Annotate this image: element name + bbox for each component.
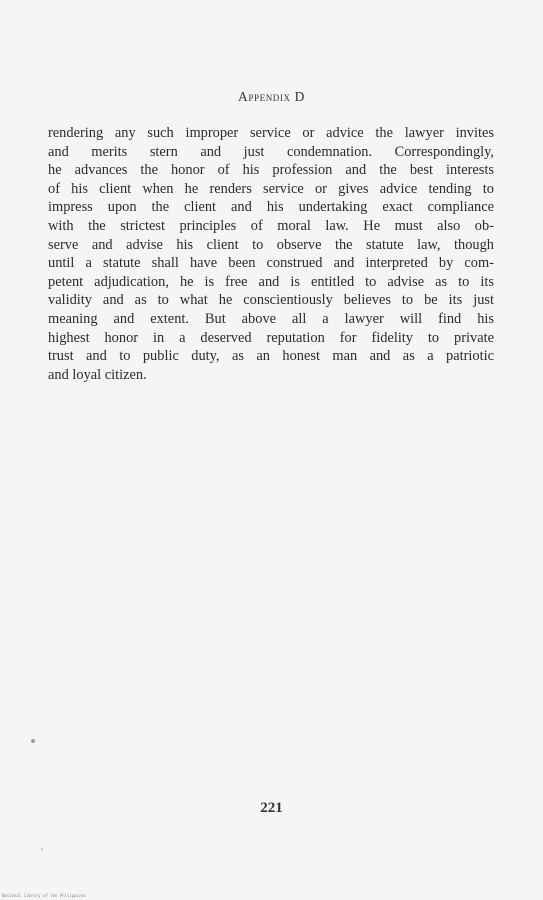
- body-paragraph: [48, 124, 494, 384]
- text-line: trust and to public duty, as an honest man and as a patriotic: [48, 348, 494, 365]
- text-line: highest honor in a deserved reputation for fidelity to private: [48, 329, 494, 346]
- text-line: rendering any such improper service or advice the lawyer invites: [48, 125, 494, 141]
- running-header: Appendix D: [238, 89, 305, 104]
- text-line: meaning and extent. But above all a lawyer will find his: [48, 310, 494, 327]
- text-line: petent adjudication, he is free and is entitled to advise as to its: [48, 273, 494, 290]
- scan-credit: National Library of the Philippines: [2, 893, 87, 898]
- page-number: 221: [260, 800, 283, 816]
- text-line: he advances the honor of his profession and the best interests: [48, 162, 494, 179]
- text-line: impress upon the client and his undertaking exact compliance: [48, 199, 494, 216]
- paper-speck: [41, 848, 43, 850]
- text-line: serve and advise his client to observe the statute law, though: [48, 236, 494, 253]
- text-line: validity and as to what he conscientiously believes to be its just: [48, 292, 494, 309]
- text-line: and merits stern and just condemnation. Correspondingly,: [48, 143, 494, 160]
- text-line: with the strictest principles of moral law. He must also ob-: [48, 217, 494, 234]
- text-line: of his client when he renders service or gives advice tending to: [48, 180, 494, 197]
- paper-speck: [31, 739, 35, 743]
- text-line-last: and loyal citizen.: [48, 366, 147, 383]
- text-line: until a statute shall have been construed and interpreted by com-: [48, 255, 494, 272]
